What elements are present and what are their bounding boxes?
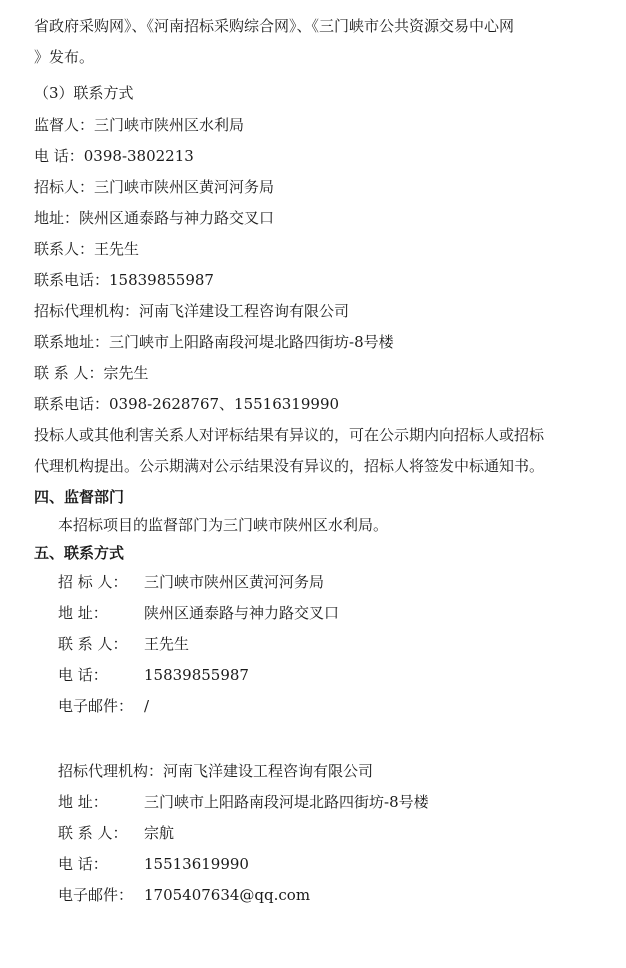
tenderer-contact-value: 王先生	[144, 635, 190, 653]
tenderer-name-row	[58, 572, 324, 592]
agency-contact-row	[58, 823, 174, 843]
agency-email-label: 电子邮件：	[58, 886, 134, 904]
phone-line: 电 话：0398-3802213	[34, 147, 194, 165]
agency-contact-value: 宗航	[144, 824, 175, 842]
contact-person-line: 联系人：王先生	[34, 240, 140, 258]
agency-email-row	[58, 885, 310, 905]
tenderer-email-value: /	[144, 697, 150, 715]
tenderer-phone-row	[58, 665, 249, 685]
tenderer-addr-value: 陕州区通泰路与神力路交叉口	[144, 604, 340, 622]
contact-subtitle: （3）联系方式	[34, 84, 134, 102]
address-line: 地址：陕州区通泰路与神力路交叉口	[34, 209, 275, 227]
contact-phone-line: 联系电话：15839855987	[34, 271, 214, 289]
tenderer-line: 招标人：三门峡市陕州区黄河河务局	[34, 178, 275, 196]
agency-address-line: 联系地址：三门峡市上阳路南段河堤北路四街坊-8号楼	[34, 333, 394, 351]
section-4-body: 本招标项目的监督部门为三门峡市陕州区水利局。	[58, 516, 389, 534]
tenderer-addr-row	[58, 603, 339, 623]
tenderer-phone-value: 15839855987	[144, 666, 249, 684]
publish-line-1: 省政府采购网》、《河南招标采购综合网》、《三门峡市公共资源交易中心网	[34, 17, 515, 35]
supervisor-line: 监督人：三门峡市陕州区水利局	[34, 116, 245, 134]
tenderer-addr-label: 地 址：	[58, 604, 108, 622]
tenderer-phone-label: 电 话：	[58, 666, 108, 684]
agency-phone-value: 15513619990	[144, 855, 249, 873]
agency-phone-line: 联系电话：0398-2628767、15516319990	[34, 395, 340, 413]
tenderer-contact-label: 联 系 人：	[58, 635, 128, 653]
objection-line-1: 投标人或其他利害关系人对评标结果有异议的，可在公示期内向招标人或招标	[34, 426, 545, 444]
agency-phone-row	[58, 854, 249, 874]
objection-line-2: 代理机构提出。公示期满对公示结果没有异议的，招标人将签发中标通知书。	[34, 457, 545, 475]
agency-contact-label: 联 系 人：	[58, 824, 128, 842]
agency-email-value: 1705407634@qq.com	[144, 886, 311, 904]
tenderer-email-row	[58, 696, 149, 716]
section-5-heading: 五、联系方式	[34, 544, 125, 562]
agency-name-line: 招标代理机构：河南飞洋建设工程咨询有限公司	[58, 762, 374, 780]
tenderer-contact-row	[58, 634, 189, 654]
agency-addr-label: 地 址：	[58, 793, 108, 811]
publish-line-2: 》发布。	[34, 48, 95, 66]
tenderer-email-label: 电子邮件：	[58, 697, 134, 715]
tenderer-name-value: 三门峡市陕州区黄河河务局	[144, 573, 325, 591]
agency-addr-value: 三门峡市上阳路南段河堤北路四街坊-8号楼	[144, 793, 429, 811]
agency-contact-line: 联 系 人：宗先生	[34, 364, 149, 382]
tenderer-name-label: 招 标 人：	[58, 573, 128, 591]
agency-line: 招标代理机构：河南飞洋建设工程咨询有限公司	[34, 302, 350, 320]
agency-phone-label: 电 话：	[58, 855, 108, 873]
section-4-heading: 四、监督部门	[34, 488, 125, 506]
agency-addr-row	[58, 792, 429, 812]
